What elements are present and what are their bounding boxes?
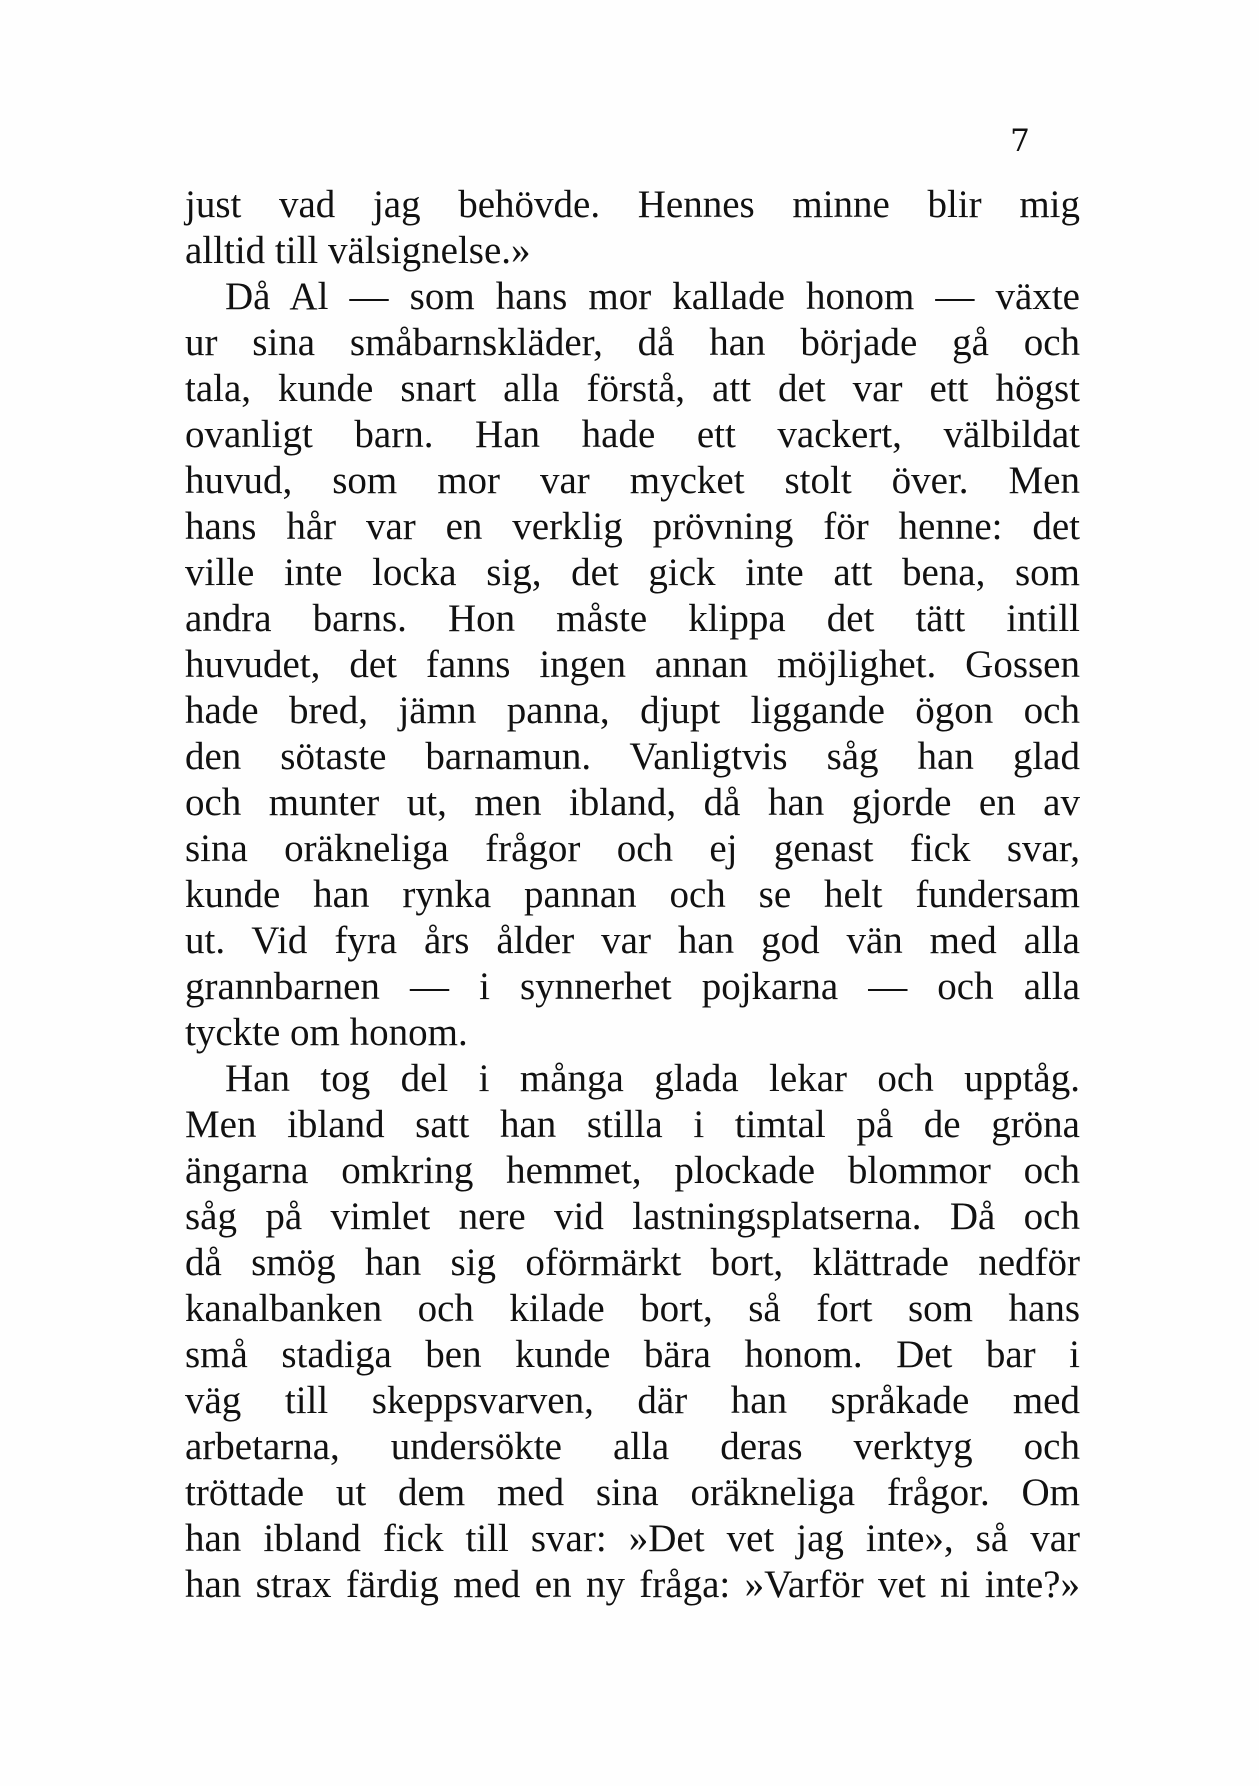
text-line: tröttade ut dem med sina oräkneliga frågor. Om [185, 1471, 1080, 1514]
text-line: kanalbanken och kilade bort, så fort som hans [185, 1287, 1080, 1330]
text-line: väg till skeppsvarven, där han språkade med [185, 1379, 1080, 1422]
text-line: såg på vimlet nere vid lastningsplatserna. Då och [185, 1195, 1080, 1238]
text-line: grannbarnen — i synnerhet pojkarna — och alla [185, 965, 1080, 1008]
text-line: tala, kunde snart alla förstå, att det var ett högst [185, 367, 1080, 410]
text-line: Han tog del i många glada lekar och upptåg. [225, 1057, 1080, 1100]
text-line: just vad jag behövde. Hennes minne blir mig [185, 183, 1080, 226]
text-line: ville inte locka sig, det gick inte att bena, som [185, 551, 1080, 594]
page-number: 7 [1010, 123, 1030, 159]
text-line: ut. Vid fyra års ålder var han god vän med alla [185, 919, 1080, 962]
text-line: Men ibland satt han stilla i timtal på de gröna [185, 1103, 1080, 1146]
text-line: då smög han sig oförmärkt bort, klättrade nedför [185, 1241, 1080, 1284]
text-line: han strax färdig med en ny fråga: »Varför vet ni inte?» [185, 1563, 1080, 1606]
text-line: den sötaste barnamun. Vanligtvis såg han glad [185, 735, 1080, 778]
text-line: alltid till välsignelse.» [185, 229, 531, 272]
text-line: hans hår var en verklig prövning för henne: det [185, 505, 1080, 548]
text-line: hade bred, jämn panna, djupt liggande ögon och [185, 689, 1080, 732]
text-line: huvudet, det fanns ingen annan möjlighet. Gossen [185, 643, 1080, 686]
text-line: han ibland fick till svar: »Det vet jag inte», så var [185, 1517, 1080, 1560]
text-line: huvud, som mor var mycket stolt över. Men [185, 459, 1080, 502]
text-line: och munter ut, men ibland, då han gjorde en av [185, 781, 1080, 824]
text-line: ovanligt barn. Han hade ett vackert, välbildat [185, 413, 1080, 456]
text-line: Då Al — som hans mor kallade honom — växte [225, 275, 1080, 318]
text-line: ur sina småbarnskläder, då han började gå och [185, 321, 1080, 364]
text-line: små stadiga ben kunde bära honom. Det bar i [185, 1333, 1080, 1376]
text-line: ängarna omkring hemmet, plockade blommor och [185, 1149, 1080, 1192]
text-line: tyckte om honom. [185, 1011, 468, 1054]
text-line: arbetarna, undersökte alla deras verktyg och [185, 1425, 1080, 1468]
text-line: kunde han rynka pannan och se helt fundersam [185, 873, 1080, 916]
body-text [185, 182, 1080, 1608]
text-line: sina oräkneliga frågor och ej genast fick svar, [185, 827, 1080, 870]
text-line: andra barns. Hon måste klippa det tätt intill [185, 597, 1080, 640]
